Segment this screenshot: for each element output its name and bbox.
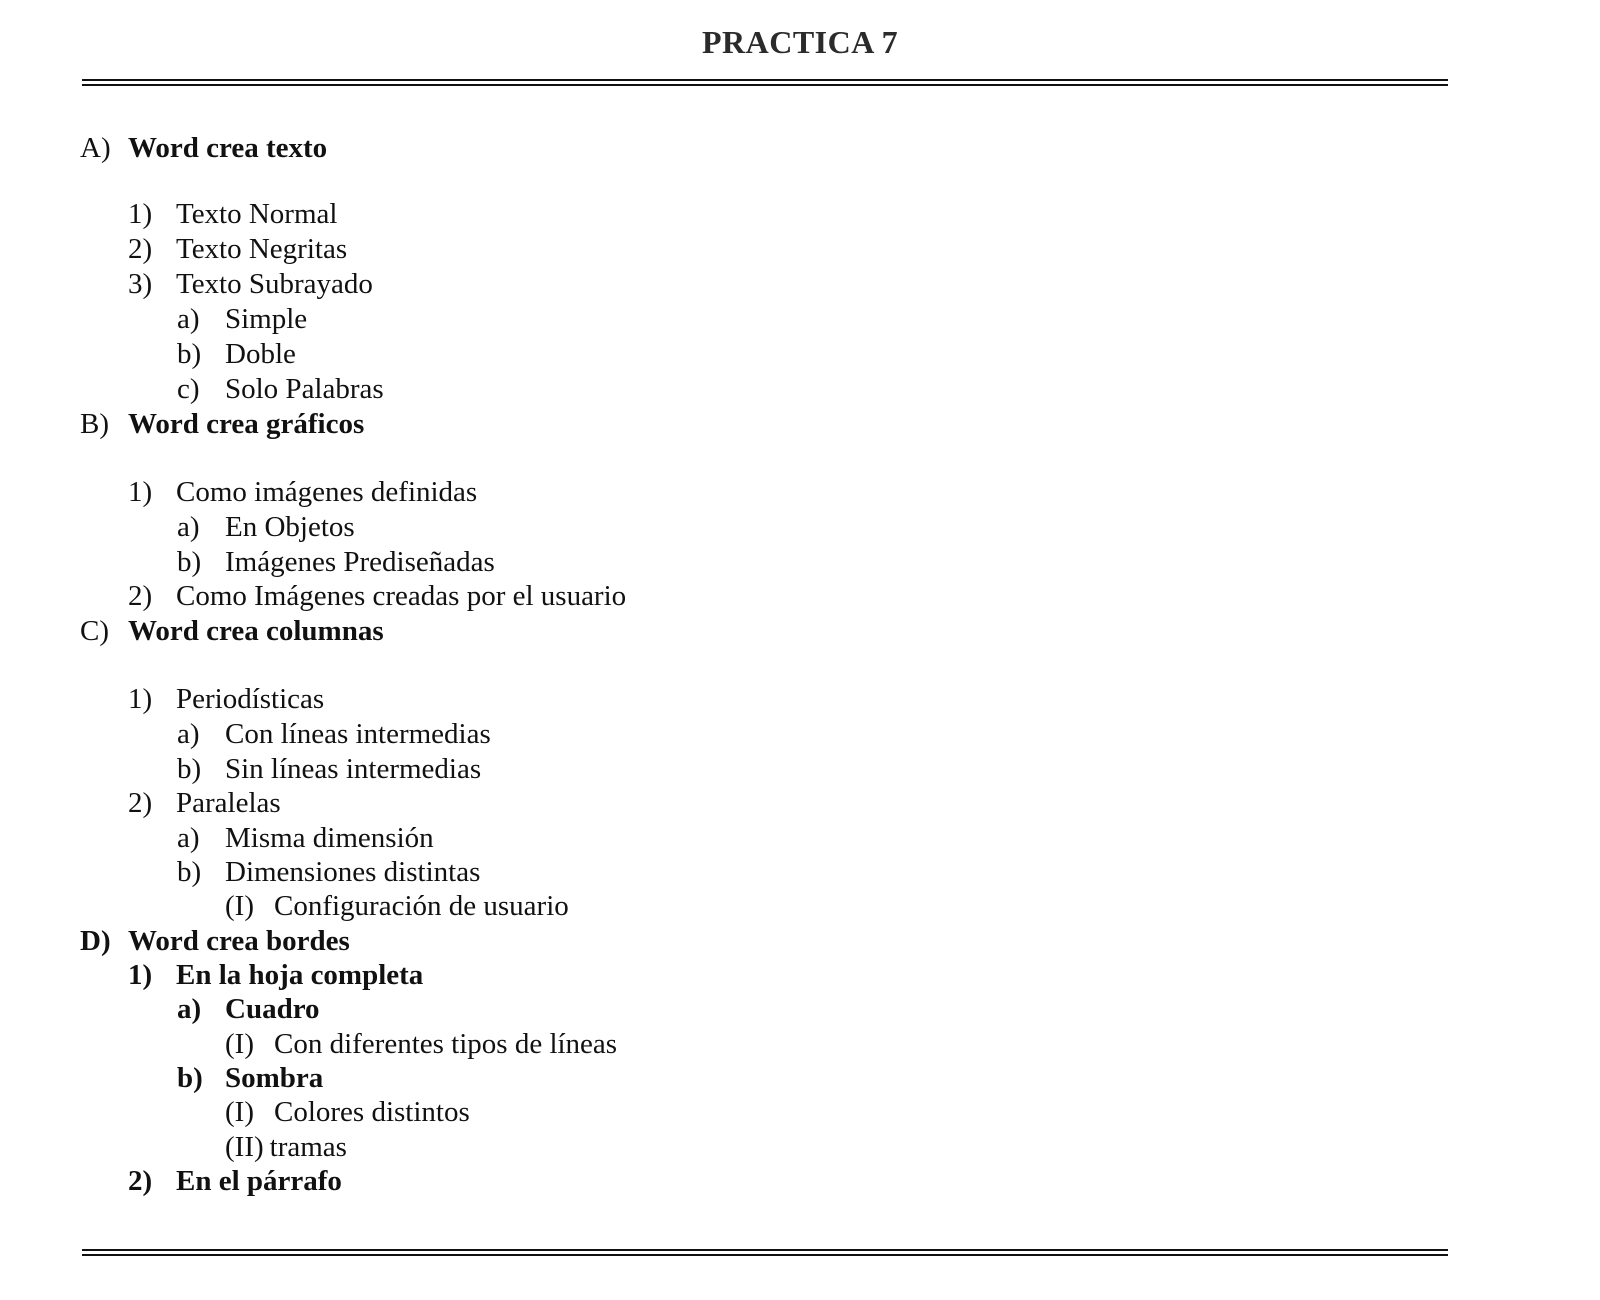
item-text: Colores distintos: [274, 1096, 470, 1128]
item-text: Word crea gráficos: [128, 408, 365, 440]
item-text: Periodísticas: [176, 683, 325, 715]
item-text: En el párrafo: [176, 1165, 342, 1197]
item-text: Texto Subrayado: [176, 268, 373, 300]
item-marker: C): [80, 615, 109, 647]
item-text: Texto Negritas: [176, 233, 348, 265]
outline-item: [177, 854, 480, 890]
outline-item: [177, 751, 481, 787]
item-marker: b): [177, 1062, 203, 1094]
outline-item: [177, 991, 320, 1027]
item-marker: b): [177, 753, 202, 785]
outline-item: [128, 578, 626, 614]
item-marker: (I): [225, 890, 254, 922]
item-text: Cuadro: [225, 993, 320, 1025]
item-marker: B): [80, 408, 109, 440]
item-text: Word crea texto: [128, 132, 328, 164]
outline-item: [177, 544, 495, 580]
item-marker: a): [177, 822, 200, 854]
item-text: Con líneas intermedias: [225, 718, 491, 750]
outline-item: [177, 1060, 323, 1096]
item-marker: 1): [128, 476, 153, 508]
item-text: Dimensiones distintas: [225, 856, 481, 888]
item-marker: A): [80, 132, 111, 164]
item-text: En la hoja completa: [176, 959, 424, 991]
top-double-rule: [82, 79, 1448, 86]
item-marker: a): [177, 303, 200, 335]
item-marker: 1): [128, 683, 153, 715]
item-marker: (I): [225, 1028, 254, 1060]
item-text: Misma dimensión: [225, 822, 434, 854]
item-text: Como Imágenes creadas por el usuario: [176, 580, 627, 612]
item-text: Con diferentes tipos de líneas: [274, 1028, 618, 1060]
item-marker: 2): [128, 233, 153, 265]
outline-item: [128, 785, 281, 821]
item-marker: 3): [128, 268, 153, 300]
item-text: Doble: [225, 338, 296, 370]
item-marker: D): [80, 925, 111, 957]
item-text: Sin líneas intermedias: [225, 753, 482, 785]
outline-item: [225, 1129, 347, 1165]
item-text: Imágenes Prediseñadas: [225, 546, 495, 578]
outline-item: [128, 196, 337, 232]
item-text: Como imágenes definidas: [176, 476, 478, 508]
item-text: Paralelas: [176, 787, 281, 819]
item-text: Sombra: [225, 1062, 324, 1094]
item-marker: a): [177, 718, 200, 750]
item-marker: 1): [128, 959, 153, 991]
outline-item: [177, 336, 296, 372]
item-marker: 1): [128, 198, 153, 230]
item-text: Texto Normal: [176, 198, 338, 230]
outline-item: [128, 266, 373, 302]
item-marker: b): [177, 338, 202, 370]
item-text: Word crea bordes: [128, 925, 350, 957]
outline-item: [177, 509, 355, 545]
outline-item: [177, 820, 434, 856]
outline-item: [177, 371, 384, 407]
outline-item: [128, 957, 423, 993]
item-text: Solo Palabras: [225, 373, 384, 405]
outline-item: [177, 716, 491, 752]
item-text: Configuración de usuario: [274, 890, 569, 922]
page-title: PRACTICA 7: [701, 24, 899, 60]
item-marker: (II): [225, 1131, 264, 1163]
item-marker: 2): [128, 787, 153, 819]
outline-item-c: [80, 613, 384, 649]
outline-item: [128, 681, 324, 717]
outline-item-d: [80, 923, 350, 959]
item-text: En Objetos: [225, 511, 355, 543]
outline-item: [225, 1094, 470, 1130]
outline-item: [128, 474, 477, 510]
item-marker: a): [177, 511, 200, 543]
item-marker: b): [177, 546, 202, 578]
outline-item-b: [80, 406, 364, 442]
item-marker: a): [177, 993, 202, 1025]
outline-item-a: [80, 130, 327, 166]
item-marker: 2): [128, 1165, 153, 1197]
outline-item: [177, 301, 307, 337]
item-marker: (I): [225, 1096, 254, 1128]
bottom-double-rule: [82, 1249, 1448, 1256]
item-text: Simple: [225, 303, 308, 335]
item-text: tramas: [269, 1131, 347, 1163]
item-marker: 2): [128, 580, 153, 612]
outline-item: [128, 231, 347, 267]
item-marker: b): [177, 856, 202, 888]
outline-item: [225, 888, 569, 924]
item-text: Word crea columnas: [128, 615, 384, 647]
item-marker: c): [177, 373, 200, 405]
outline-item: [128, 1163, 342, 1199]
outline-item: [225, 1026, 617, 1062]
